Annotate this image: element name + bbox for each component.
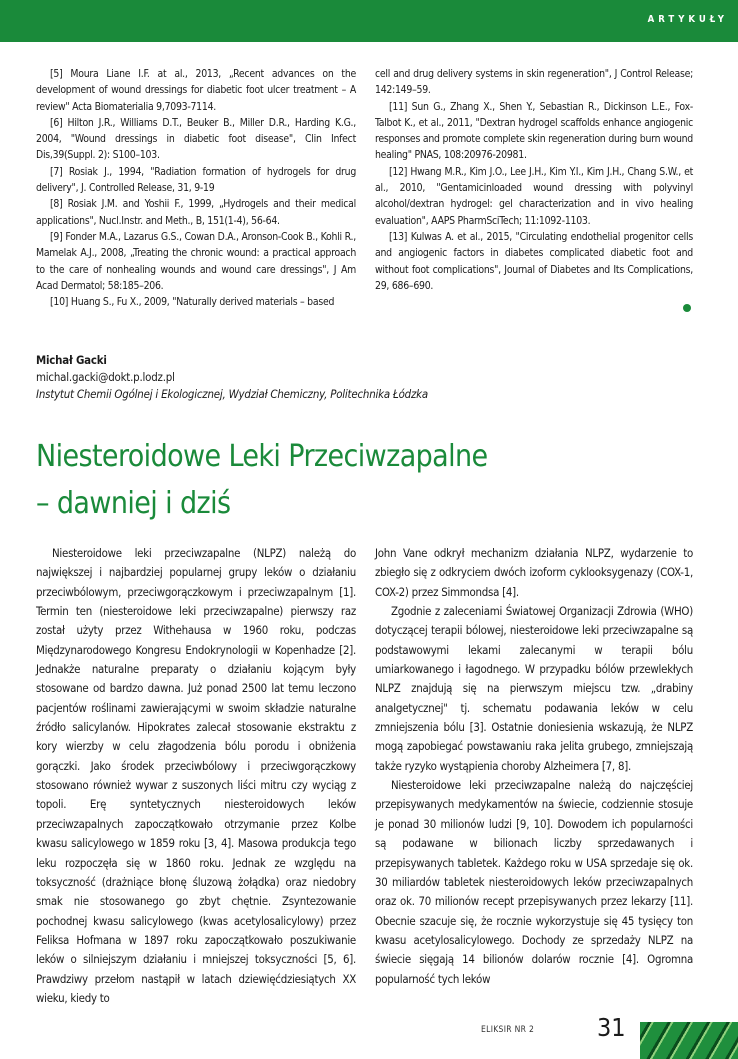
footer-magazine-name: ELIKSIR NR 2	[481, 1025, 535, 1035]
reference-13: [13] Kulwas A. et al., 2015, "Circulating endothelial progenitor cells and angiogenic factors in diabetes complicated diabetic foot and without foot complications", Journal of Diabetes and Its Complications, 29, 686–690.	[375, 230, 693, 292]
end-of-article-dot-icon	[683, 304, 691, 312]
decorative-stripe-pattern	[640, 1022, 738, 1059]
header-bar	[0, 0, 738, 42]
article-title-line-2: – dawniej i dziś	[36, 486, 231, 521]
page-number: 31	[597, 1013, 626, 1042]
article-body-right-column	[375, 544, 693, 989]
author-email: michal.gacki@dokt.p.lodz.pl	[36, 370, 175, 384]
reference-10-start: [10] Huang S., Fu X., 2009, "Naturally derived materials – based	[50, 296, 335, 309]
body-paragraph: John Vane odkrył mechanizm działania NLPZ, wydarzenie to zbiegło się z odkryciem dwóch izoform cyklooksygenazy (COX-1, COX-2) przez Simmondsa [4].	[375, 546, 693, 599]
body-paragraph: Zgodnie z zaleceniami Światowej Organizacji Zdrowia (WHO) dotyczącej terapii bólowej, niesteroidowe leki przeciwzapalne są podstawowymi lekami zalecanymi w terapii bólu umiarkowanego i łagodnego. W przypadku bólów przewlekłych NLPZ znajdują się na pierwszym miejscu tzw. „drabiny analgetycznej" tj. schematu podawania leków w celu zmniejszenia bólu [3]. Ostatnie doniesienia wskazują, że NLPZ mogą zapobiegać powstawaniu raka jelita grubego, zmniejszają także ryzyko wystąpienia choroby Alzheimera [7, 8].	[375, 604, 693, 773]
article-title-line-1: Niesteroidowe Leki Przeciwzapalne	[36, 439, 488, 474]
author-affiliation: Instytut Chemii Ogólnej i Ekologicznej, Wydział Chemiczny, Politechnika Łódzka	[36, 387, 428, 401]
reference-12: [12] Hwang M.R., Kim J.O., Lee J.H., Kim Y.I., Kim J.H., Chang S.W., et al., 2010, "Gentamicinloaded wound dressing with polyvinyl alcohol/dextran hydrogel: gel characterization and in vivo healing evaluation", AAPS PharmSciTech; 11:1092-1103.	[375, 165, 693, 227]
author-block	[36, 352, 428, 403]
reference-7: [7] Rosiak J., 1994, "Radiation formation of hydrogels for drug delivery", J. Controlled Release, 31, 9-19	[36, 165, 356, 195]
reference-5: [5] Moura Liane I.F. at al., 2013, „Recent advances on the development of wound dressings for diabetic foot ulcer treatment – A review" Acta Biomaterialia 9,7093-7114.	[36, 68, 356, 113]
reference-10-end: cell and drug delivery systems in skin regeneration", J Control Release; 142:149–59.	[375, 68, 693, 97]
references-left-column	[36, 66, 356, 310]
author-name: Michał Gacki	[36, 353, 107, 367]
references-right-column	[375, 66, 693, 294]
reference-11: [11] Sun G., Zhang X., Shen Y., Sebastian R., Dickinson L.E., Fox-Talbot K., et al., 2011, "Dextran hydrogel scaffolds enhance angiogenic responses and promote complete skin regeneration during burn wound healing" PNAS, 108:20976-20981.	[375, 100, 693, 162]
section-label: ARTYKUŁY	[647, 14, 728, 25]
body-paragraph: Niesteroidowe leki przeciwzapalne (NLPZ) należą do największej i najbardziej popularnej grupy leków o działaniu przeciwbólowym, przeciwgorączkowym i przeciwzapalnym [1]. Termin ten (niesteroidowe leki przeciwzapalne) pierwszy raz został użyty przez Withehausa w 1960 roku, podczas Międzynarodowego Kongresu Endokrynologii w Kopenhadze [2]. Jednakże naturalne preparaty o działaniu kojącym były stosowane od bardzo dawna. Już ponad 2500 lat temu leczono pacjentów roślinami zawierającymi w swoim składzie naturalne źródło salicylanów. Hipokrates zalecał stosowanie ekstraktu z kory wierzby w celu złagodzenia bólu porodu i obniżenia gorączki. Jako środek przeciwbólowy i przeciwgorączkowy stosowano również wywar z suszonych liści mitru czy wyciąg z topoli. Erę syntetycznych niesteroidowych leków przeciwzapalnych zapoczątkowało otrzymanie przez Kolbe kwasu salicylowego w 1859 roku [3, 4]. Masowa produkcja tego leku rozpoczęła się w 1860 roku. Jednak ze względu na toksyczność (drażniące błonę śluzową żołądka) oraz niedobry smak nie stosowanego go zbyt chętnie. Zsyntezowanie pochodnej kwasu salicylowego (kwas acetylosalicylowy) przez Feliksa Hofmana w 1897 roku zapoczątkowało poszukiwanie leków o silniejszym działaniu i mniejszej toksyczności [5, 6]. Prawdziwy przełom nastąpił w latach dziewięćdziesiątych XX wieku, kiedy to	[36, 546, 356, 1005]
reference-9: [9] Fonder M.A., Lazarus G.S., Cowan D.A., Aronson-Cook B., Kohli R., Mamelak A.J., 2008, „Treating the chronic wound: a practical approach to the care of nonhealing wounds and wound care dressings", J Am Acad Dermatol; 58:185–206.	[36, 230, 356, 292]
body-paragraph: Niesteroidowe leki przeciwzapalne należą do najczęściej przepisywanych medykamentów na świecie, codziennie stosuje je ponad 30 milionów ludzi [9, 10]. Dowodem ich popularności są podawane w bilionach liczby sprzedawanych i przepisywanych tabletek. Każdego roku w USA sprzedaje się ok. 30 miliardów tabletek niesteroidowych leków przeciwzapalnych oraz ok. 70 milionów recept przepisywanych przez lekarzy [11]. Obecnie szacuje się, że rocznie wykorzystuje się 45 tysięcy ton kwasu acetylosalicylowego. Dochody ze sprzedaży NLPZ na świecie sięgają 14 bilionów dolarów rocznie [4]. Ogromna popularność tych leków	[375, 778, 693, 986]
reference-8: [8] Rosiak J.M. and Yoshii F., 1999, „Hydrogels and their medical applications", Nucl.Instr. and Meth., B, 151(1-4), 56-64.	[36, 198, 356, 227]
article-title	[36, 433, 716, 527]
article-body-left-column	[36, 544, 356, 1008]
reference-6: [6] Hilton J.R., Williams D.T., Beuker B., Miller D.R., Harding K.G., 2004, "Wound dressings in diabetic foot disease", Clin Infect Dis,39(Suppl. 2): S100–103.	[36, 116, 356, 162]
